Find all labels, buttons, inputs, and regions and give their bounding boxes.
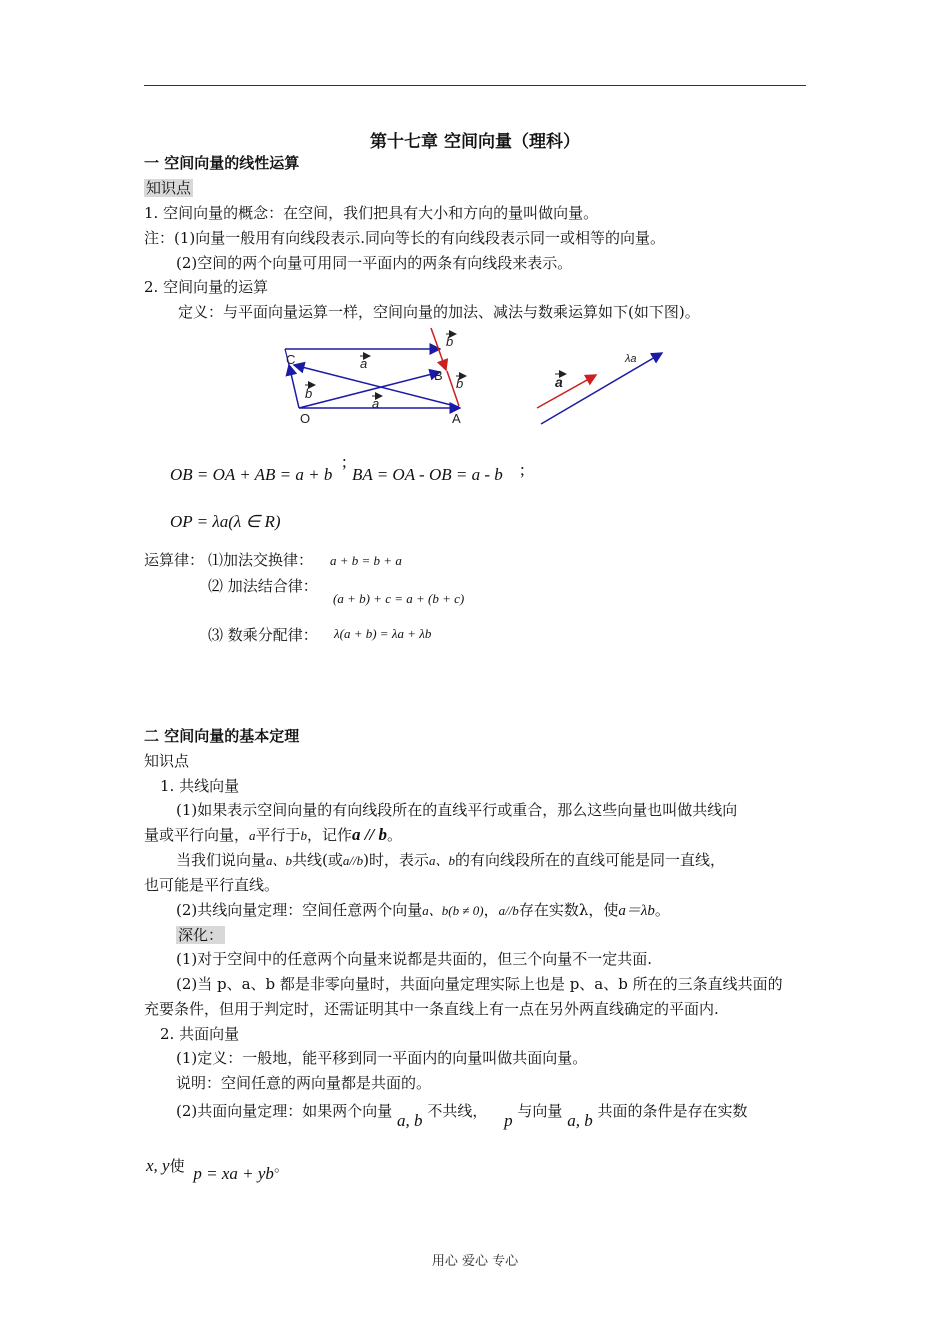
coplanar-item: 2. 共面向量 — [160, 1025, 240, 1043]
law3-label: ⑶ 数乘分配律： — [208, 626, 318, 644]
parallelogram-diagram — [285, 328, 466, 426]
collinear-def-line2: 量或平行向量，a平行于b，记作a // b。 — [144, 825, 403, 844]
collinear-def-line1: (1)如果表示空间向量的有向线段所在的直线平行或重合，那么这些向量也叫做共线向 — [176, 801, 738, 819]
label-vec-b-top: b — [446, 334, 454, 349]
collinear-explain-line1: 当我们说向量a、b共线(或a//b)时，表示a、b的有向线段所在的直线可能是同一直线， — [176, 851, 726, 869]
law1-label: ⑴加法交换律： — [208, 551, 314, 569]
label-vec-a-bottom: a — [372, 396, 380, 411]
vector-oc — [289, 365, 299, 408]
vector-a-red — [537, 375, 596, 408]
vector-operations-figure — [270, 320, 690, 430]
collinear-item: 1. 共线向量 — [160, 777, 240, 795]
label-o: O — [300, 411, 311, 426]
label-vec-b-right: b — [456, 376, 464, 391]
section2-heading: 二 空间向量的基本定理 — [144, 727, 300, 745]
note-2: (2)空间的两个向量可用同一平面内的两条有向线段来表示。 — [176, 254, 573, 272]
deepen-2-line1: (2)当 p、a、b 都是非零向量时，共面向量定理实际上也是 p、a、b 所在的三条直线共面的 — [176, 975, 783, 993]
header-rule — [144, 85, 806, 86]
formula-ob: OB = OA + AB = a + b — [170, 465, 333, 484]
laws-label: 运算律： — [144, 551, 205, 569]
coplanar-theorem-line2: x, y使 p = xa + yb。 — [146, 1156, 289, 1183]
label-c: C — [286, 352, 296, 367]
definition-text: 定义：与平面向量运算一样，空间向量的加法、减法与数乘运算如下(如下图)。 — [178, 303, 700, 321]
note-1: 注：(1)向量一般用有向线段表示.同向等长的有向线段表示同一或相等的向量。 — [144, 229, 666, 247]
concept-item: 1. 空间向量的概念：在空间，我们把具有大小和方向的量叫做向量。 — [144, 204, 599, 222]
deepen-tag: 深化： — [178, 926, 224, 944]
label-lambda-a: λa — [625, 353, 637, 365]
page-footer: 用心 爱心 专心 — [431, 1254, 519, 1269]
law2-formula: (a + b) + c = a + (b + c) — [333, 591, 465, 606]
label-b-point: B — [434, 368, 443, 383]
label-a-point: A — [452, 411, 461, 426]
section2-knowledge-point: 知识点 — [144, 752, 190, 770]
formula-ba: BA = OA - OB = a - b — [352, 465, 503, 484]
law3-formula: λ(a + b) = λa + λb — [334, 626, 432, 641]
coplanar-note: 说明：空间任意的两向量都是共面的。 — [176, 1074, 432, 1092]
collinear-explain-line2: 也可能是平行直线。 — [144, 876, 280, 894]
formula-op: OP = λa(λ ∈ R) — [170, 512, 281, 531]
law2-label: ⑵ 加法结合律： — [208, 577, 318, 595]
knowledge-point-tag: 知识点 — [146, 179, 192, 197]
label-vec-b-left: b — [305, 386, 313, 401]
formula-semicolon-1: ; — [342, 452, 347, 471]
vector-ob — [299, 372, 440, 408]
coplanar-theorem-line1: (2)共面向量定理：如果两个向量 a, b 不共线， p 与向量 a, b 共面的条件是存在实数 — [176, 1102, 748, 1130]
coplanar-def: (1)定义：一般地，能平移到同一平面内的向量叫做共面向量。 — [176, 1049, 588, 1067]
collinear-theorem: (2)共线向量定理：空间任意两个向量a、b(b ≠ 0)，a//b存在实数λ，使a＝λb。 — [176, 901, 670, 919]
section1-heading: 一 空间向量的线性运算 — [144, 154, 300, 172]
label-vec-a-top: a — [360, 356, 368, 371]
page-title: 第十七章 空间向量（理科） — [370, 132, 580, 152]
label-vec-a-scalar: a — [555, 374, 563, 390]
operations-item: 2. 空间向量的运算 — [144, 278, 269, 296]
law1-formula: a + b = b + a — [330, 553, 402, 568]
deepen-2-line2: 充要条件，但用于判定时，还需证明其中一条直线上有一点在另外两直线确定的平面内. — [144, 1000, 719, 1018]
scalar-multiplication-diagram — [537, 353, 662, 424]
deepen-1: (1)对于空间中的任意两个向量来说都是共面的，但三个向量不一定共面. — [176, 950, 653, 968]
formula-semicolon-2: ; — [520, 460, 525, 479]
